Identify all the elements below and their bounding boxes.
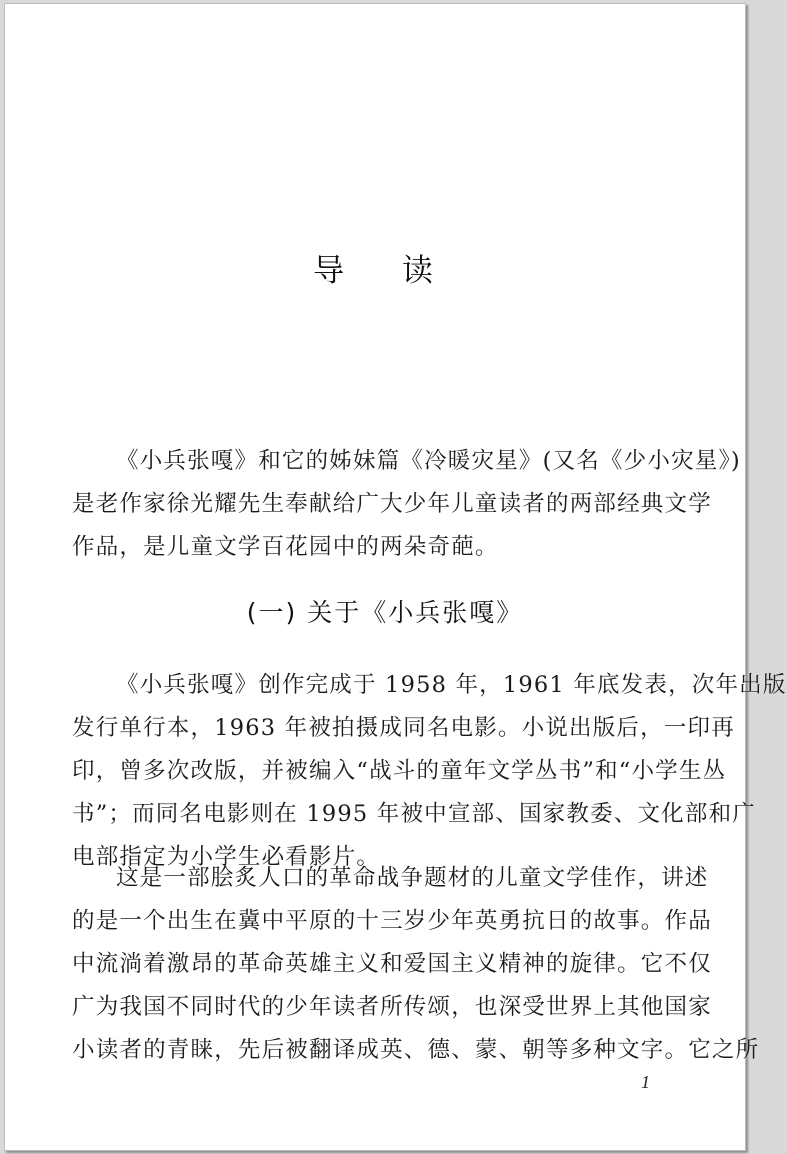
body-paragraph-1 <box>72 664 787 879</box>
paragraph-line: 电部指定为小学生必看影片。 <box>72 844 381 870</box>
intro-line: 《小兵张嘎》和它的姊妹篇《冷暖灾星》(又名《少小灾星》) <box>116 448 741 474</box>
paragraph-line: 中流淌着激昂的革命英雄主义和爱国主义精神的旋律。它不仅 <box>72 951 712 977</box>
page-number: 1 <box>641 1072 650 1092</box>
page-title: 导 读 <box>313 253 457 289</box>
body-paragraph-2 <box>72 857 760 1072</box>
section-heading: (一) 关于《小兵张嘎》 <box>246 598 524 627</box>
paragraph-line: 的是一个出生在冀中平原的十三岁少年英勇抗日的故事。作品 <box>72 908 712 934</box>
paragraph-line: 这是一部脍炙人口的革命战争题材的儿童文学佳作，讲述 <box>116 865 709 891</box>
intro-line: 作品，是儿童文学百花园中的两朵奇葩。 <box>72 534 499 560</box>
paragraph-line: 小读者的青睐，先后被翻译成英、德、蒙、朝等多种文字。它之所 <box>72 1037 760 1063</box>
intro-paragraph <box>72 440 741 569</box>
intro-line: 是老作家徐光耀先生奉献给广大少年儿童读者的两部经典文学 <box>72 491 712 517</box>
paragraph-line: 《小兵张嘎》创作完成于 1958 年，1961 年底发表，次年出版 <box>116 672 787 698</box>
paragraph-line: 印，曾多次改版，并被编入“战斗的童年文学丛书”和“小学生丛 <box>72 758 727 784</box>
paragraph-line: 书”；而同名电影则在 1995 年被中宣部、国家教委、文化部和广 <box>72 801 756 827</box>
paragraph-line: 发行单行本，1963 年被拍摄成同名电影。小说出版后，一印再 <box>72 715 735 741</box>
paragraph-line: 广为我国不同时代的少年读者所传颂，也深受世界上其他国家 <box>72 994 712 1020</box>
